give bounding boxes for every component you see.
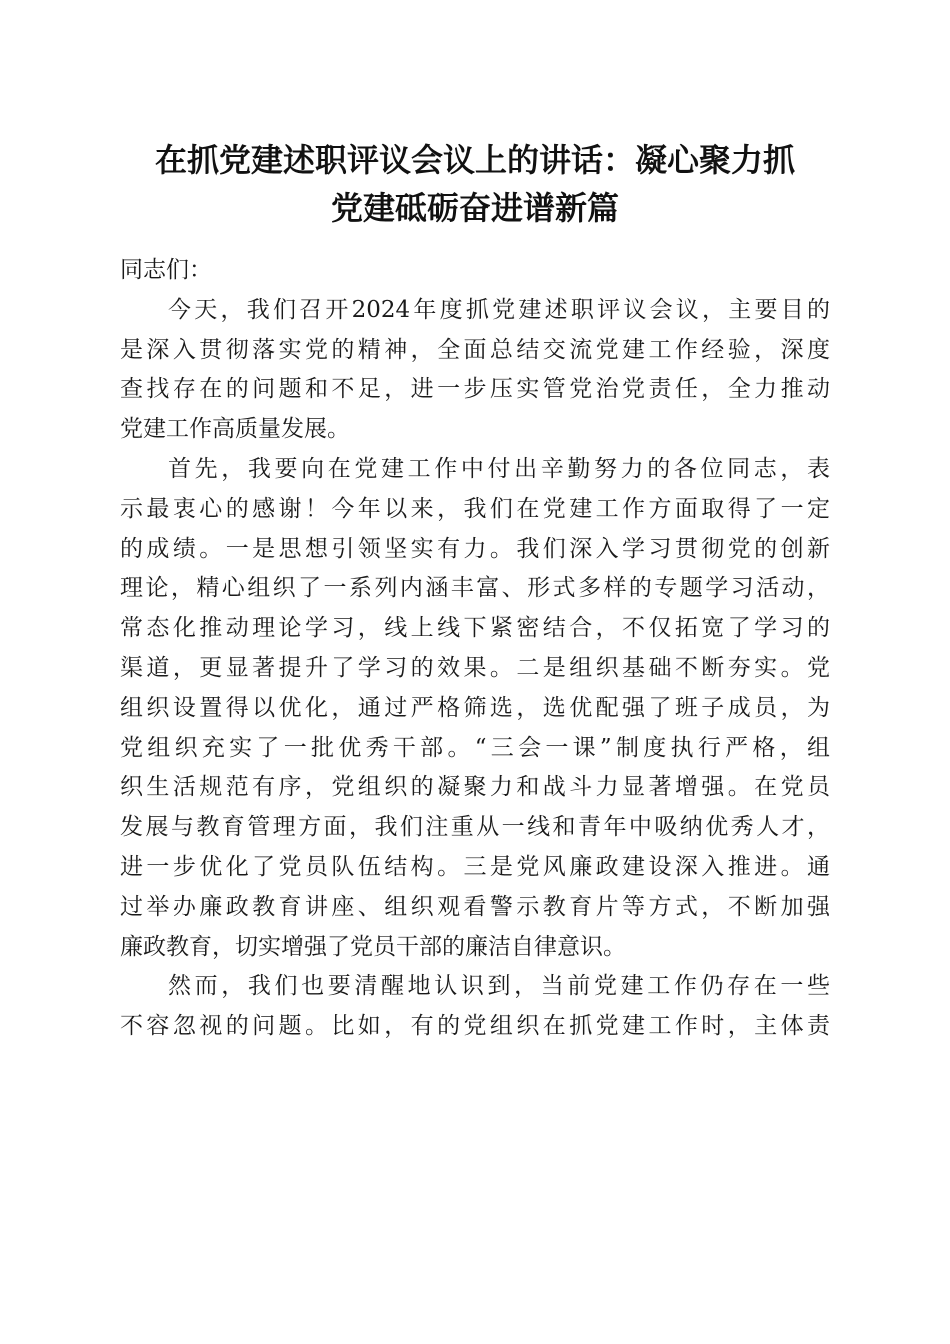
paragraph-line: 常态化推动理论学习，线上线下紧密结合，不仅拓宽了学习的 bbox=[120, 615, 830, 642]
paragraph-line: 不容忽视的问题。比如，有的党组织在抓党建工作时，主体责 bbox=[120, 1013, 830, 1040]
paragraph-line: 今天，我们召开2024年度抓党建述职评议会议，主要目的 bbox=[168, 296, 830, 323]
paragraph-line: 党建工作高质量发展。 bbox=[120, 416, 350, 443]
title-line: 在抓党建述职评议会议上的讲话：凝心聚力抓 bbox=[154, 141, 795, 179]
paragraph-line: 示最衷心的感谢！今年以来，我们在党建工作方面取得了一定 bbox=[120, 495, 830, 522]
document-title bbox=[110, 136, 840, 232]
paragraph-line: 查找存在的问题和不足，进一步压实管党治党责任，全力推动 bbox=[120, 376, 830, 403]
paragraph-achievements bbox=[120, 450, 830, 967]
paragraph-line: 的成绩。一是思想引领坚实有力。我们深入学习贯彻党的创新 bbox=[120, 535, 830, 562]
paragraph-line: 织生活规范有序，党组织的凝聚力和战斗力显著增强。在党员 bbox=[120, 774, 830, 801]
paragraph-opening bbox=[120, 291, 830, 450]
paragraph-line: 党组织充实了一批优秀干部。“三会一课”制度执行严格，组 bbox=[120, 734, 830, 761]
paragraph-line: 组织设置得以优化，通过严格筛选，选优配强了班子成员，为 bbox=[120, 694, 830, 721]
salutation: 同志们： bbox=[120, 257, 212, 283]
paragraph-line: 是深入贯彻落实党的精神，全面总结交流党建工作经验，深度 bbox=[120, 336, 830, 363]
paragraph-line: 首先，我要向在党建工作中付出辛勤努力的各位同志，表 bbox=[168, 455, 830, 482]
paragraph-line: 廉政教育，切实增强了党员干部的廉洁自律意识。 bbox=[120, 933, 626, 960]
paragraph-line: 理论，精心组织了一系列内涵丰富、形式多样的专题学习活动， bbox=[120, 575, 830, 602]
paragraph-line: 过举办廉政教育讲座、组织观看警示教育片等方式，不断加强 bbox=[120, 893, 830, 920]
document-body bbox=[120, 251, 830, 1047]
title-line: 党建砥砺奋进谱新篇 bbox=[330, 189, 619, 227]
paragraph-line: 发展与教育管理方面，我们注重从一线和青年中吸纳优秀人才， bbox=[120, 814, 830, 841]
paragraph-problems bbox=[120, 967, 830, 1047]
paragraph-line: 渠道，更显著提升了学习的效果。二是组织基础不断夯实。党 bbox=[120, 654, 830, 681]
paragraph-line: 然而，我们也要清醒地认识到，当前党建工作仍存在一些 bbox=[168, 973, 830, 1000]
paragraph-line: 进一步优化了党员队伍结构。三是党风廉政建设深入推进。通 bbox=[120, 853, 830, 880]
